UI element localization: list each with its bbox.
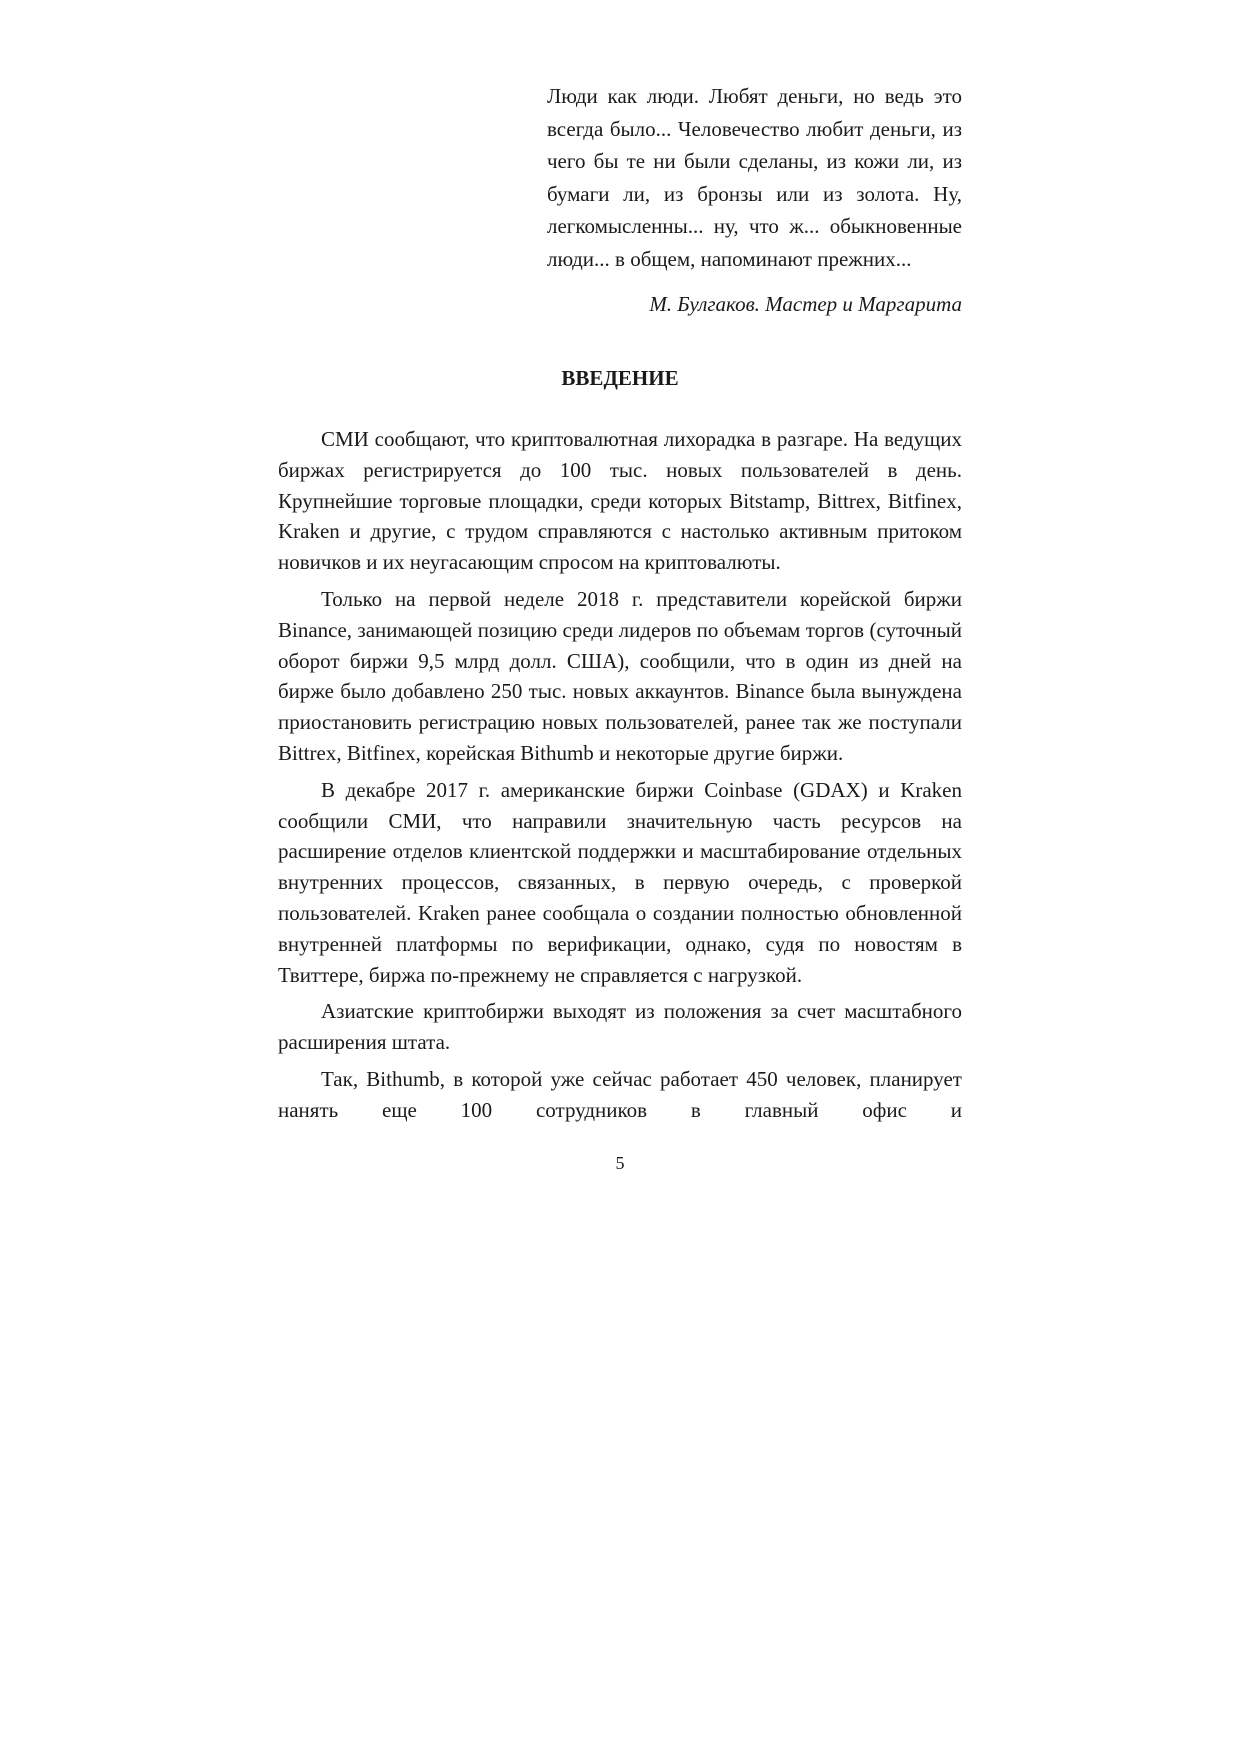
body-text <box>278 424 962 1132</box>
epigraph-attribution: М. Булгаков. Мастер и Маргарита <box>649 292 962 316</box>
paragraph: СМИ сообщают, что криптовалютная лихорадка в разгаре. На ведущих биржах регистрируется до 100 тыс. новых пользователей в день. Крупнейшие торговые площадки, среди которых Bitstamp, Bittrex, Bitfinex, Kraken и другие, с трудом справляются с настолько активным притоком новичков и их неугасающим спросом на криптовалюты. <box>278 427 962 575</box>
paragraph: В декабре 2017 г. американские биржи Coinbase (GDAX) и Kraken сообщили СМИ, что направили значительную часть ресурсов на расширение отделов клиентской поддержки и масштабирование отдельных внутренних процессов, связанных, в первую очередь, с проверкой пользователей. Kraken ранее сообщала о создании полностью обновленной внутренней платформы по верификации, однако, судя по новостям в Твиттере, биржа по-прежнему не справляется с нагрузкой. <box>278 777 962 987</box>
section-title: ВВЕДЕНИЕ <box>561 366 679 390</box>
paragraph: Азиатские криптобиржи выходят из положения за счет масштабного расширения штата. <box>278 999 962 1055</box>
paragraph: Только на первой неделе 2018 г. представители корейской биржи Binance, занимающей позицию среди лидеров по объемам торгов (суточный оборот биржи 9,5 млрд долл. США), сообщили, что в один из дней на бирже было добавлено 250 тыс. новых аккаунтов. Binance была вынуждена приостановить регистрацию новых пользователей, ранее так же поступали Bittrex, Bitfinex, корейская Bithumb и некоторые другие биржи. <box>278 586 962 765</box>
paragraph: Так, Bithumb, в которой уже сейчас работает 450 человек, планирует нанять еще 100 сотрудников в главный офис и <box>278 1066 962 1122</box>
epigraph <box>547 80 962 320</box>
page-number: 5 <box>615 1153 625 1173</box>
epigraph-text: Люди как люди. Любят деньги, но ведь это всегда было... Человечество любит деньги, из чего бы те ни были сделаны, из кожи ли, из бумаги ли, из бронзы или из золота. Ну, легкомысленны... ну, что ж... обыкновенные люди... в общем, напоминают прежних... <box>547 84 962 271</box>
